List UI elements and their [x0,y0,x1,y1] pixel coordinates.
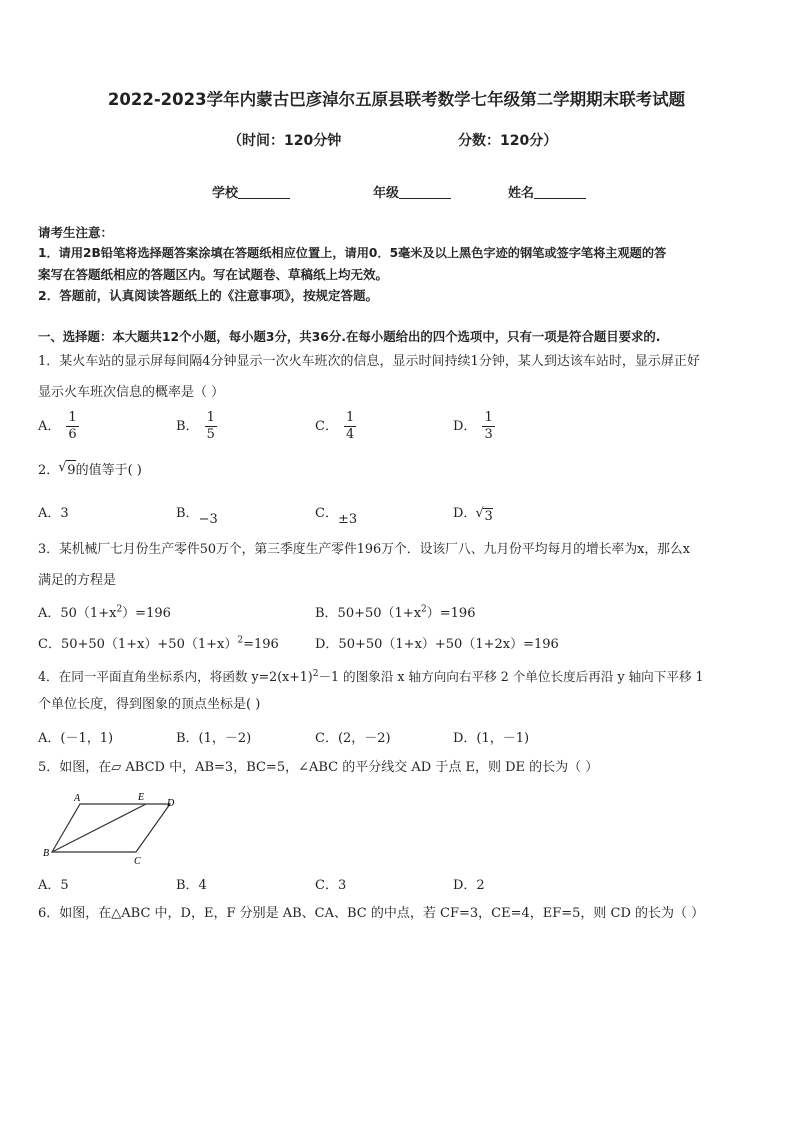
q3-option-b: B．$50+50(1+x^2)=196$ [315,604,476,621]
fraction: $\frac{1}{3}$ [484,410,493,442]
q1-line1: 1．某火车站的显示屏每间隔4分钟显示一次火车班次的信息，显示时间持续1分钟，某人到达该车站时，显示屏正好 [38,354,700,369]
name-blank [534,186,586,199]
q2-option-c: C．±3 [315,506,358,527]
exam-time: （时间：120分钟 [228,133,342,149]
q3-option-c: C．$50+50(1+x)+50(1+x)^2=196$ [38,635,279,652]
parallelogram-abcd [52,804,170,852]
q2-stem: 2．√ 9的值等于( ) [38,460,760,481]
q2-option-d: D．√ 3 [453,502,493,521]
label-b: B [43,848,50,859]
label-a: A [74,793,81,804]
fraction: $\frac{1}{4}$ [345,410,355,442]
parallelogram-figure [40,790,190,868]
q5-stem: 5．如图，在▱ ABCD 中，AB=3，BC=5，∠ABC 的平分线交 AD 于点 E，则 DE 的长为（ ） [38,760,599,775]
section1-heading: 一、选择题：本大题共12个小题，每小题3分，共36分.在每小题给出的四个选项中，只有一项是符合题目要求的. [38,329,661,344]
q4-option-d: D．(1，－1) [453,731,530,746]
q1-option-b: B． $\frac{1}{5}$ [176,410,215,442]
fraction: $\frac{1}{5}$ [206,410,215,442]
sqrt-expression: √ 9 [66,460,75,481]
label-e: E [138,792,145,803]
notice-line2: 2．答题前，认真阅读答题纸上的《注意事项》，按规定答题。 [38,288,378,303]
label-c: C [134,856,141,867]
sqrt-expression: √ 3 [483,508,492,524]
q5-option-d: D．2 [453,878,485,893]
exam-title: 2022-2023学年内蒙古巴彦淖尔五原县联考数学七年级第二学期期末联考试题 [107,90,686,109]
grade-field [373,182,451,201]
name-field [508,182,586,201]
q4-line1: 4．在同一平面直角坐标系内，将函数 $y=2(x+1)^2-1$ 的图象沿 x 轴方向向右平移 2 个单位长度后再沿 y 轴向下平移 1 [38,669,704,685]
q3-option-d: D．50+50（1+x）+50（1+2x）=196 [315,637,559,652]
q2-option-a: A．3 [38,506,69,521]
label-d: D [167,798,175,809]
q6-stem: 6．如图，在△ABC 中，D，E，F 分别是 AB、CA、BC 的中点，若 CF=3，CE=4，EF=5，则 CD 的长为（ ） [38,906,705,921]
school-label: 学校 [212,186,239,201]
q3-line1: 3．某机械厂七月份生产零件50万个，第三季度生产零件196万个．设该厂八、九月份平均每月的增长率为x，那么x [38,542,690,557]
notice-block [38,222,758,306]
q4-line2: 个单位长度，得到图象的顶点坐标是( ) [38,697,261,712]
grade-label: 年级 [373,186,400,201]
notice-line1a: 1．请用2B铅笔将选择题答案涂填在答题纸相应位置上，请用0．5毫米及以上黑色字迹的钢笔或签字笔将主观题的答 [38,246,667,260]
q1-option-d: D． $\frac{1}{3}$ [453,410,493,442]
q1-line2: 显示火车班次信息的概率是（ ） [38,385,225,400]
q5-option-c: C．3 [315,878,347,893]
q4-option-b: B．(1，－2) [176,731,252,746]
school-blank [238,186,290,199]
q5-option-a: A．5 [38,878,69,893]
q3-option-a: A．$50(1+x^2)=196$ [38,604,171,621]
q4-option-a: A．(－1，1) [38,731,114,746]
name-label: 姓名 [508,186,535,201]
q5-option-b: B．4 [176,878,207,893]
q3-line2: 满足的方程是 [38,573,117,588]
q1-option-c: C． $\frac{1}{4}$ [315,410,355,442]
notice-heading: 请考生注意： [38,225,114,240]
q4-option-c: C．(2，－2) [315,731,391,746]
grade-blank [399,186,451,199]
notice-line1b: 案写在答题纸相应的答题区内。写在试题卷、草稿纸上均无效。 [38,267,389,282]
exam-score: 分数：120分） [458,133,558,149]
school-field [212,182,290,201]
q1-option-a: A． $\frac{1}{6}$ [38,410,77,442]
q2-option-b: B．−3 [176,506,218,527]
fraction: $\frac{1}{6}$ [68,410,77,442]
